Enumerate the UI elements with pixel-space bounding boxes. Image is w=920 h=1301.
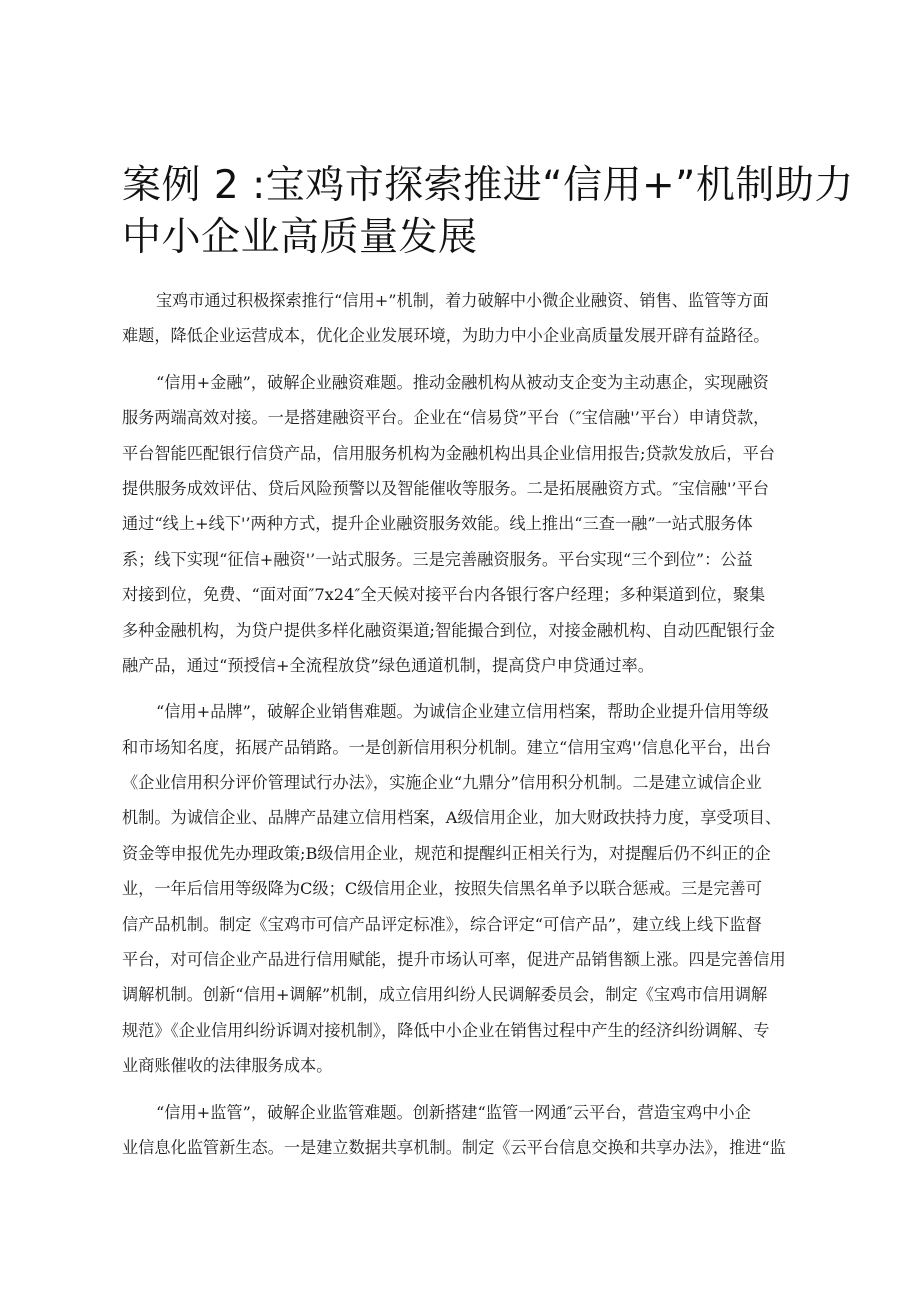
title-line: 中小企业高质量发展 (122, 215, 478, 260)
text-line: 机制。为诚信企业、品牌产品建立信用档案，A级信用企业，加大财政扶持力度，享受项目、 (122, 808, 782, 828)
page-title (122, 160, 854, 264)
text-line: 资金等申报优先办理政策;B级信用企业，规范和提醒纠正相关行为，对提醒后仍不纠正的企 (122, 843, 771, 863)
text-line: 业信息化监管新生态。一是建立数据共享机制。制定《云平台信息交换和共享办法》，推进“监 (122, 1137, 786, 1157)
text-line: 多种金融机构，为贷户提供多样化融资渠道;智能撮合到位，对接金融机构、自动匹配银行金 (122, 620, 775, 640)
text-line: 规范》《企业信用纠纷诉调对接机制》，降低中小企业在销售过程中产生的经济纠纷调解、专 (122, 1020, 770, 1040)
text-line: 调解机制。创新“信用+调解”机制，成立信用纠纷人民调解委员会，制定《宝鸡市信用调解 (122, 985, 768, 1005)
text-line: 宝鸡市通过积极探索推行“信用+”机制，着力破解中小微企业融资、销售、监管等方面 (156, 291, 769, 310)
title-line: 案例 2 :宝鸡市探索推进“信用+”机制助力 (122, 163, 854, 208)
paragraph-intro (122, 283, 812, 354)
text-line: 业商账催收的法律服务成本。 (122, 1056, 333, 1076)
text-line: 融产品，通过“预授信+全流程放贷”绿色通道机制，提高贷户申贷通过率。 (122, 655, 654, 675)
text-line: 平台，对可信企业产品进行信用赋能，提升市场认可率，促进产品销售额上涨。四是完善信用 (122, 950, 786, 970)
text-line: 和市场知名度，拓展产品销路。一是创新信用积分机制。建立“信用宝鸡'’信息化平台，出台 (122, 737, 772, 757)
text-line: 平台智能匹配银行信贷产品，信用服务机构为金融机构出具企业信用报告;贷款发放后，平台 (122, 443, 775, 463)
text-line: “信用+监管”，破解企业监管难题。创新搭建“监管一网通″云平台，营造宝鸡中小企 (156, 1102, 751, 1122)
document-body (122, 283, 812, 1176)
text-line: 系；线下实现“征信+融资'’一站式服务。三是完善融资服务。平台实现“三个到位”：公益 (122, 549, 753, 569)
text-line: 《企业信用积分评价管理试行办法》，实施企业“九鼎分”信用积分机制。二是建立诚信企业 (122, 773, 762, 793)
paragraph-credit-finance (122, 365, 812, 684)
text-line: 提供服务成效评估、贷后风险预警以及智能催收等服务。二是拓展融资方式。″宝信融'’平台 (122, 478, 769, 498)
text-line: 业，一年后信用等级降为C级；C级信用企业，按照失信黑名单予以联合惩戒。三是完善可 (122, 879, 762, 899)
paragraph-credit-brand (122, 694, 812, 1083)
text-line: 服务两端高效对接。一是搭建融资平台。企业在“信易贷”平台（″宝信融'’平台）申请贷款， (122, 408, 770, 428)
text-line: “信用+金融”，破解企业融资难题。推动金融机构从被动支企变为主动惠企，实现融资 (156, 372, 769, 392)
text-line: 对接到位，免费、“面对面″7x24″全天候对接平台内各银行客户经理；多种渠道到位，聚集 (122, 585, 766, 605)
text-line: 信产品机制。制定《宝鸡市可信产品评定标准》，综合评定“可信产品”，建立线上线下监督 (122, 914, 762, 934)
text-line: “信用+品牌”，破解企业销售难题。为诚信企业建立信用档案，帮助企业提升信用等级 (156, 702, 769, 722)
text-line: 难题，降低企业运营成本，优化企业发展环境，为助力中小企业高质量发展开辟有益路径。 (122, 326, 770, 346)
text-line: 通过“线上+线下'’两种方式，提升企业融资服务效能。线上推出“三查一融”一站式服务体 (122, 514, 753, 534)
paragraph-credit-regulation (122, 1095, 812, 1166)
